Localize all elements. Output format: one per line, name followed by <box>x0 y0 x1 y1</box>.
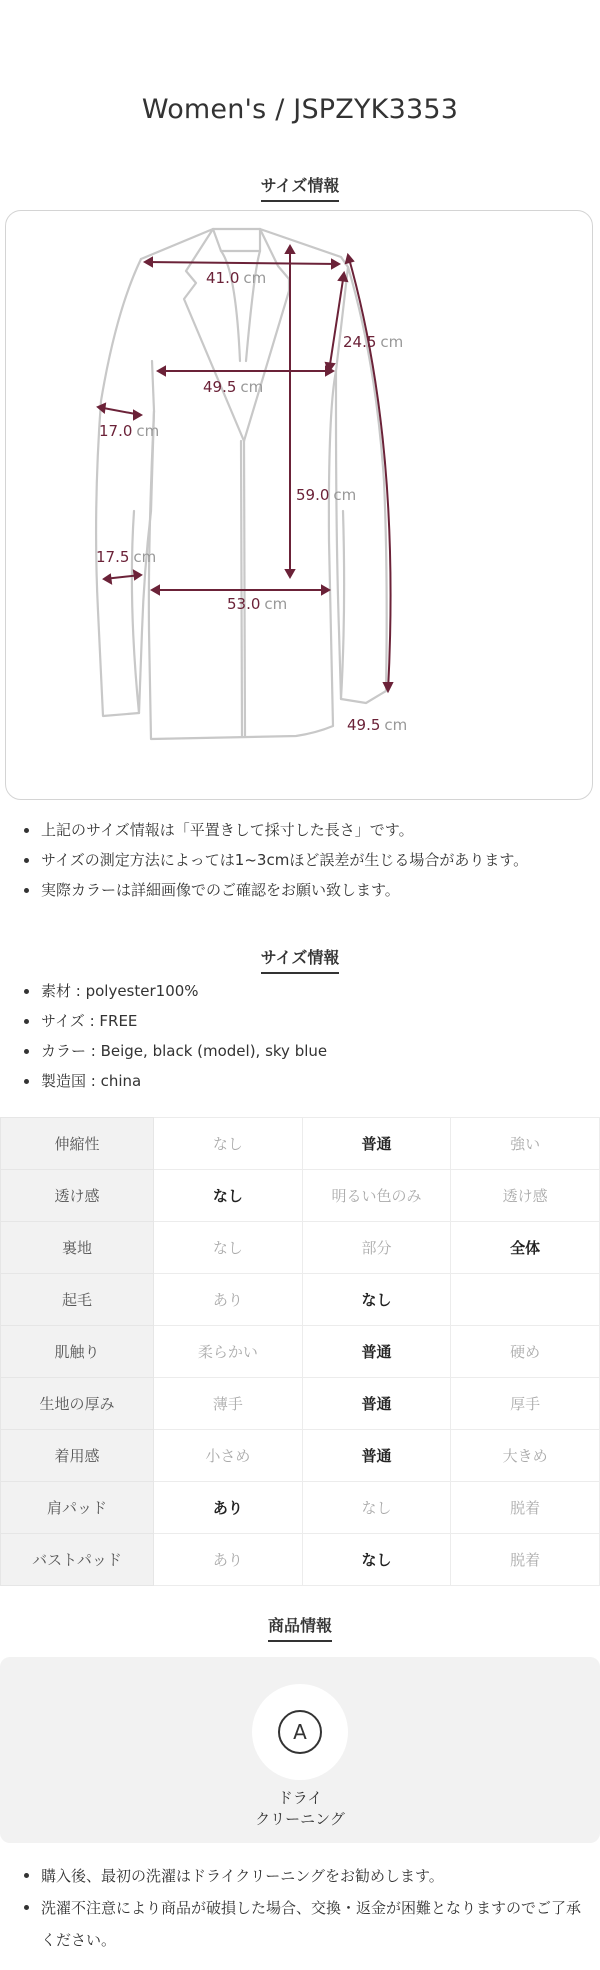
size-diagram <box>5 210 593 800</box>
attribute-label: 裏地 <box>1 1222 154 1274</box>
attribute-option: 厚手 <box>451 1378 600 1430</box>
attribute-label: 生地の厚み <box>1 1378 154 1430</box>
dim-chest: 49.5 cm <box>203 378 264 396</box>
dim-length: 59.0 cm <box>296 486 357 504</box>
dim-shoulder: 41.0 cm <box>206 269 267 287</box>
jacket-outline <box>96 229 387 739</box>
attribute-option: 硬め <box>451 1326 600 1378</box>
attribute-option: なし <box>302 1274 451 1326</box>
attribute-label: 伸縮性 <box>1 1118 154 1170</box>
attribute-option: あり <box>154 1274 303 1326</box>
attribute-option: なし <box>154 1170 303 1222</box>
care-notes <box>22 1860 589 1956</box>
dim-sleeve-upper: 24.5 cm <box>343 333 404 351</box>
dim-hem: 53.0 cm <box>227 595 288 613</box>
attribute-option: 全体 <box>451 1222 600 1274</box>
attribute-row <box>1 1222 600 1274</box>
dim-cuff: 17.5 cm <box>96 548 157 566</box>
dim-sleeve-length: 49.5 cm <box>347 716 408 734</box>
attribute-option: なし <box>154 1118 303 1170</box>
attribute-row <box>1 1170 600 1222</box>
care-note: 購入後、最初の洗濯はドライクリーニングをお勧めします。 <box>22 1860 589 1892</box>
attribute-option: 透け感 <box>451 1170 600 1222</box>
product-title: Women's / JSPZYK3353 <box>141 94 459 125</box>
fabric-attribute-table <box>0 1117 600 1586</box>
attribute-option: なし <box>302 1534 451 1586</box>
attribute-option: 普通 <box>302 1118 451 1170</box>
attribute-row <box>1 1534 600 1586</box>
attribute-label: 肌触り <box>1 1326 154 1378</box>
attribute-label: 透け感 <box>1 1170 154 1222</box>
attribute-option: 小さめ <box>154 1430 303 1482</box>
attribute-option: 強い <box>451 1118 600 1170</box>
attribute-option: 普通 <box>302 1430 451 1482</box>
spec-heading: サイズ情報 <box>0 945 600 974</box>
attribute-row <box>1 1326 600 1378</box>
spec-list <box>22 976 327 1096</box>
jacket-diagram <box>6 211 594 801</box>
attribute-row <box>1 1274 600 1326</box>
size-info-heading: サイズ情報 <box>0 173 600 202</box>
attribute-row <box>1 1378 600 1430</box>
attribute-option <box>451 1274 600 1326</box>
spec-origin: 製造国 : china <box>22 1066 327 1096</box>
attribute-option: 明るい色のみ <box>302 1170 451 1222</box>
attribute-option: 大きめ <box>451 1430 600 1482</box>
spec-material: 素材 : polyester100% <box>22 976 327 1006</box>
dry-clean-icon: A <box>252 1684 348 1780</box>
dim-armhole: 17.0 cm <box>99 422 160 440</box>
attribute-option: 脱着 <box>451 1482 600 1534</box>
attribute-row <box>1 1118 600 1170</box>
attribute-option: 部分 <box>302 1222 451 1274</box>
attribute-label: 着用感 <box>1 1430 154 1482</box>
product-info-heading: 商品情報 <box>0 1613 600 1642</box>
size-note: サイズの測定方法によっては1~3cmほど誤差が生じる場合があります。 <box>22 845 528 875</box>
attribute-option: 脱着 <box>451 1534 600 1586</box>
spec-color: カラー : Beige, black (model), sky blue <box>22 1036 327 1066</box>
size-note: 実際カラーは詳細画像でのご確認をお願い致します。 <box>22 875 528 905</box>
attribute-option: なし <box>154 1222 303 1274</box>
dimension-labels <box>96 269 407 734</box>
attribute-option: 普通 <box>302 1326 451 1378</box>
attribute-option: あり <box>154 1482 303 1534</box>
attribute-row <box>1 1430 600 1482</box>
size-note: 上記のサイズ情報は「平置きして採寸した長さ」です。 <box>22 815 528 845</box>
attribute-option: 柔らかい <box>154 1326 303 1378</box>
attribute-option: 普通 <box>302 1378 451 1430</box>
attribute-label: バストパッド <box>1 1534 154 1586</box>
attribute-option: 薄手 <box>154 1378 303 1430</box>
care-label: ドライ クリーニング <box>255 1789 345 1828</box>
care-note: 洗濯不注意により商品が破損した場合、交換・返金が困難となりますのでご了承ください。 <box>22 1892 589 1956</box>
size-notes <box>22 815 528 905</box>
attribute-option: あり <box>154 1534 303 1586</box>
attribute-option: なし <box>302 1482 451 1534</box>
attribute-label: 起毛 <box>1 1274 154 1326</box>
spec-size: サイズ : FREE <box>22 1006 327 1036</box>
care-panel <box>0 1657 600 1843</box>
attribute-row <box>1 1482 600 1534</box>
attribute-label: 肩パッド <box>1 1482 154 1534</box>
